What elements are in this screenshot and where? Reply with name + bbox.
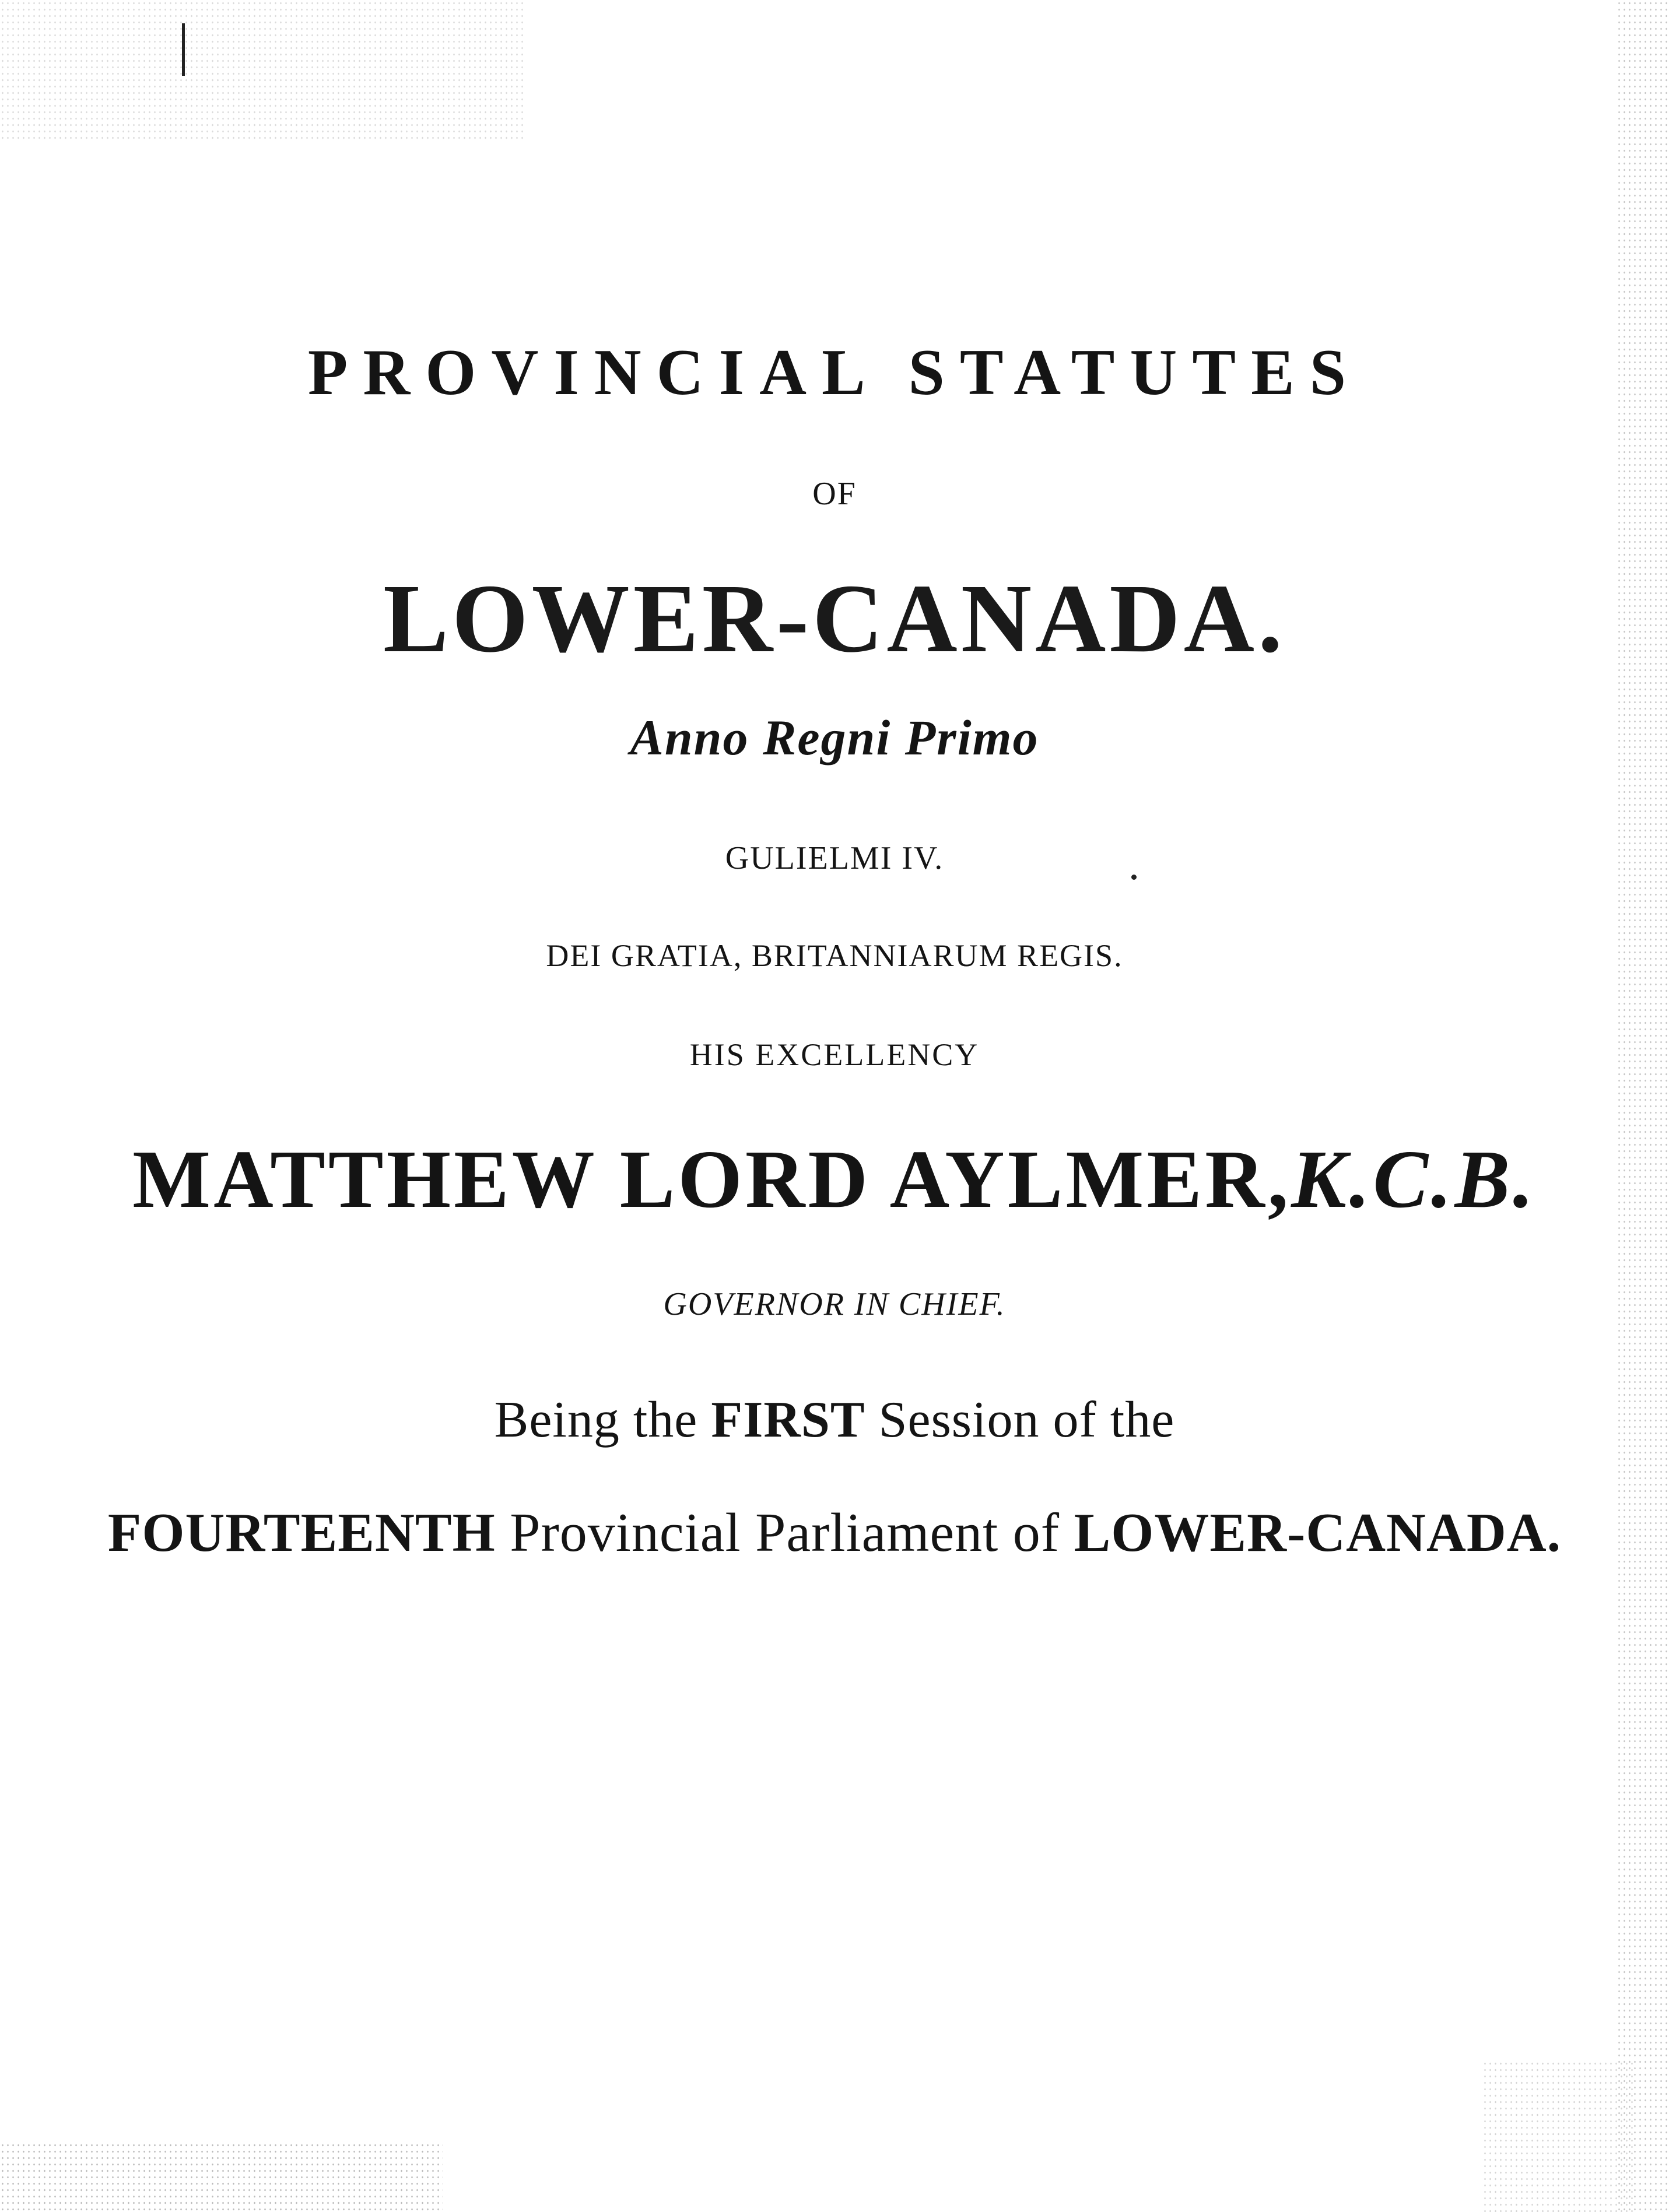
parliament-lower-canada: LOWER-CANADA. xyxy=(1074,1502,1562,1563)
parliament-line xyxy=(0,1501,1669,1564)
gulielmi-iv: GULIELMI IV. xyxy=(725,840,944,876)
his-excellency: HIS EXCELLENCY xyxy=(689,1037,980,1072)
scan-edge-noise xyxy=(1617,0,1669,2212)
governor-name: MATTHEW LORD AYLMER, xyxy=(132,1133,1292,1225)
title-lower-canada: LOWER-CANADA. xyxy=(383,564,1286,673)
scan-speckle-corner xyxy=(1482,2060,1634,2212)
title-provincial-statutes: PROVINCIAL STATUTES xyxy=(307,336,1362,409)
session-text-c: Session of the xyxy=(878,1392,1175,1448)
session-first: FIRST xyxy=(711,1392,865,1448)
session-text-a: Being the xyxy=(494,1392,698,1448)
governor-honour: K.C.B. xyxy=(1291,1133,1537,1225)
scan-stroke-mark xyxy=(182,23,185,76)
title-of: OF xyxy=(812,476,857,512)
scan-speckle-top xyxy=(0,0,525,140)
governor-name-line xyxy=(0,1131,1669,1227)
scan-speckle-bottom xyxy=(0,2142,443,2212)
governor-in-chief: GOVERNOR IN CHIEF. xyxy=(663,1286,1006,1322)
parliament-fourteenth: FOURTEENTH xyxy=(107,1502,496,1563)
anno-regni-primo: Anno Regni Primo xyxy=(630,710,1039,766)
dei-gratia-line: DEI GRATIA, BRITANNIARUM REGIS. xyxy=(546,938,1123,973)
session-line xyxy=(0,1391,1669,1449)
parliament-text: Provincial Parliament of xyxy=(510,1502,1060,1563)
